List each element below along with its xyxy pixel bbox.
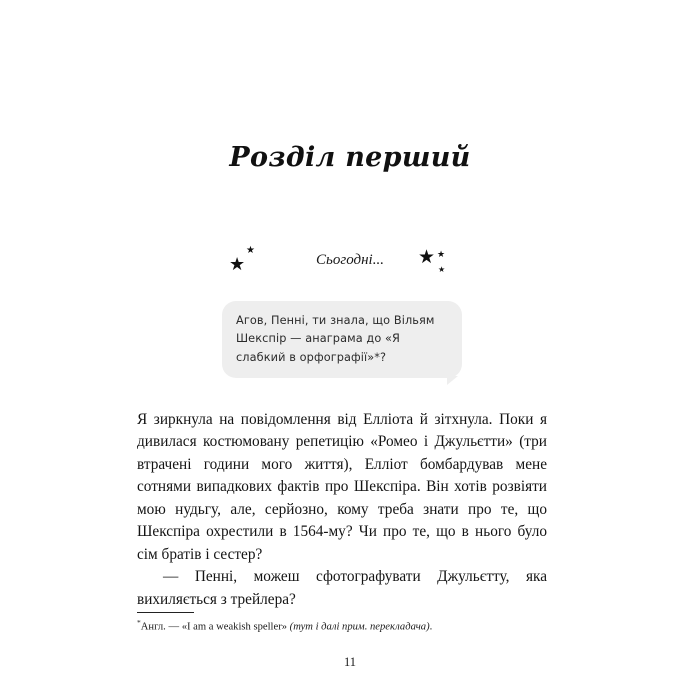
star-icon-right-small-lower: ★: [438, 265, 446, 274]
footnote-text-tail: .: [429, 621, 433, 633]
star-icon-left-small: ★: [246, 245, 255, 256]
body-paragraph-1: Я зиркнула на повідомлення від Елліота й зітхнула. Поки я дивилася костюмовану репетицію «Ромео і Джульєтти» (три втрачені години мого життя), Елліот бомбардував мене сотнями випадкових фактів про Шекспіра. Він хотів розвіяти мою нудьгу, але, серйозно, кому треба знати про те, що Шекспіра охрестили в 1564-му? Чи про те, що в нього було сім братів і сестер?: [137, 411, 547, 563]
message-bubble: [222, 301, 462, 378]
message-bubble-text: Агов, Пенні, ти знала, що Вільям Шекспір — анаграма до «Я слабкий в орфографії»*?: [222, 301, 462, 378]
body-text: [137, 409, 547, 611]
body-paragraph-2: — Пенні, можеш сфотографувати Джульєтту, яка вихиляється з трейлера?: [137, 568, 547, 608]
message-bubble-tail: [447, 376, 458, 385]
star-icon-right-large: ★: [418, 247, 436, 268]
star-icon-left-large: ★: [229, 254, 246, 274]
page-number: 11: [343, 655, 357, 669]
footnote-separator-rule: [137, 612, 194, 613]
footnote-line: [137, 618, 547, 635]
chapter-title: Розділ перший: [229, 142, 471, 173]
footnote-text-plain: Англ. — «I am a weakish speller»: [140, 621, 290, 633]
chat-timestamp-label: Сьогодні...: [316, 252, 384, 268]
footnote-marker: *: [137, 618, 141, 627]
footnote-text-italic: (тут і далі прим. перекладача): [289, 621, 430, 633]
star-icon-right-small-upper: ★: [437, 249, 446, 259]
footnote: [137, 612, 547, 635]
